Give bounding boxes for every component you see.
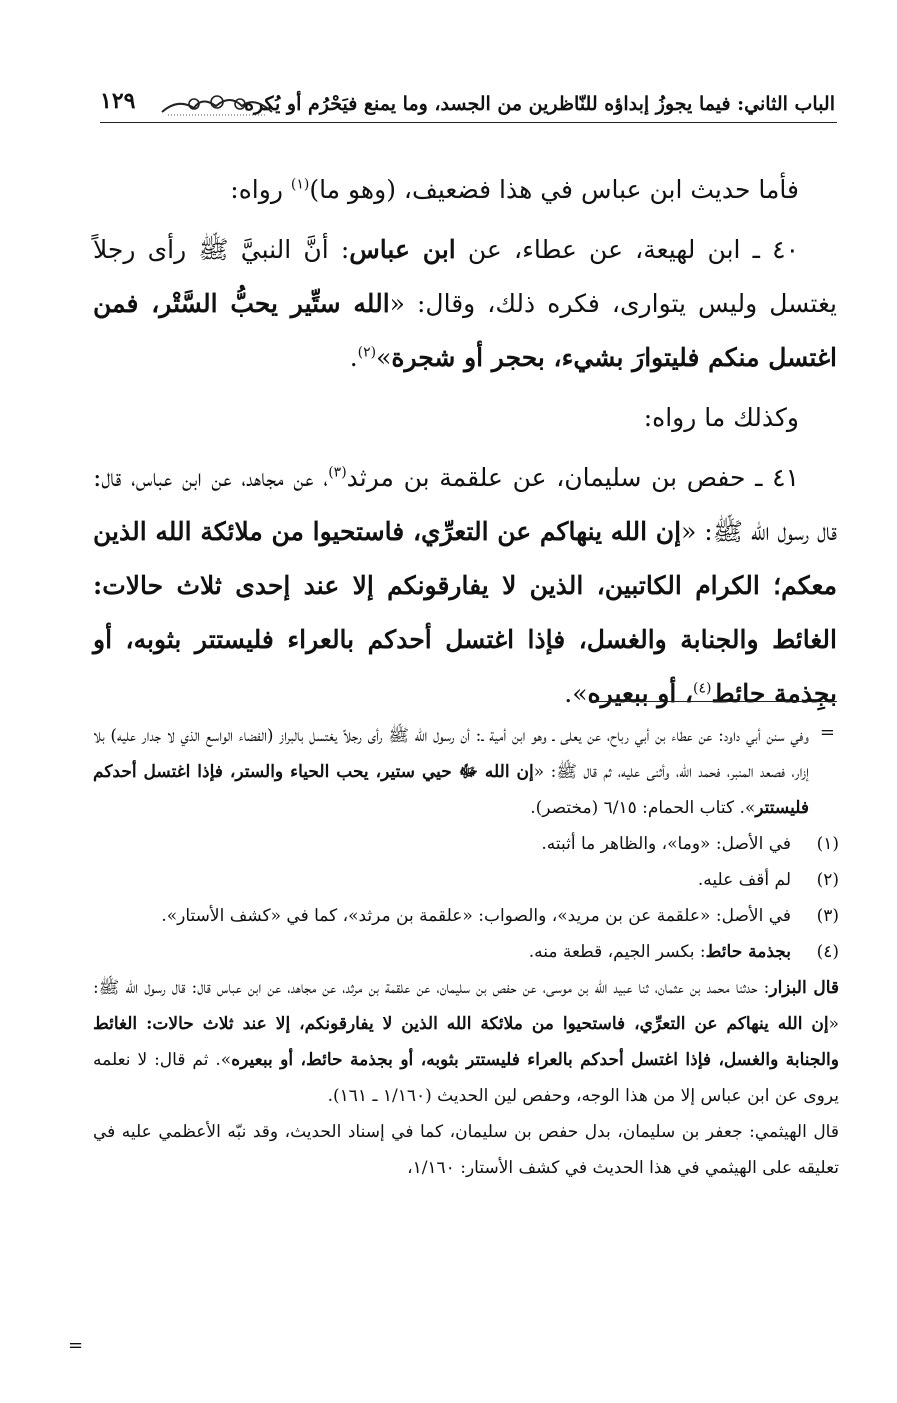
footnote-3 [93,898,839,934]
page-number: ١٢٩ [100,88,136,114]
footnote-2 [93,862,839,898]
continuation-quote: إن الله ﷻ حيي ستير، يحب الحياء والستر، فإذا اغتسل أحدكم فليستتر [93,762,809,818]
footnote-ref-4[interactable]: (٤) [693,680,712,697]
footnote-3-number: (٣) [816,906,839,926]
hadith-41-narrative: ، عن مجاهد، عن ابن عباس، قال: قال رسول الله ﷺ: « [93,463,837,546]
footnote-1 [93,826,839,862]
footnote-ref-1[interactable]: (١) [290,176,310,193]
hadith-40-quote: الله ستِّير يحبُّ السَّتْر، فمن اغتسل منكم فليتوارَ بشيء، بحجر أو شجرة [93,289,837,372]
paragraph-transition: وكذلك ما رواه: [643,403,799,432]
footnote-ref-2[interactable]: (٢) [357,344,377,361]
hadith-40-chain: ٤٠ ـ ابن لهيعة، عن عطاء، عن [455,235,799,264]
hadith-41-quote-end: ، أو ببعيره [587,679,694,708]
running-title: الباب الثاني: فيما يجوزُ إبداؤه للنّاظرين من الجسد، وما يمنع فيَحْرُم أو يُكره [244,93,835,115]
continuation-source: ». كتاب الحمام: ٦/١٥ (مختصر). [530,798,756,818]
footnote-4 [93,934,839,970]
quote-close-period: ». [564,679,588,708]
intro-tail: رواه: [230,175,291,204]
ornament-icon [158,90,276,118]
footnote-haythami: قال الهيثمي: جعفر بن سليمان، بدل حفص بن سليمان، كما في إسناد الحديث، وقد نبّه الأعظمي عليه في تعليقه على الهيثمي في هذا الحديث في كشف الأستار: ١/١٦٠، [93,1122,839,1178]
narrator-name: ابن عباس [349,235,456,264]
hadith-41 [93,451,837,721]
bazzar-lead: قال البزار [769,978,840,998]
main-text [93,163,837,727]
continuation-mark-bottom: = [68,1335,84,1356]
page-header [100,88,835,120]
paragraph-intro [93,163,837,217]
hadith-40-narrative: : أنَّ النبيَّ ﷺ رأى رجلاً يغتسل وليس يتوارى، فكره ذلك، وقال: « [93,235,837,318]
continuation-mark-top: = [819,722,835,743]
footnote-1-text: في الأصل: «وما»، والظاهر ما أثبته. [541,834,791,854]
bazzar-tail: ». ثم قال: لا نعلمه يروى عن ابن عباس إلا من هذا الوجه، وحفص لين الحديث (١/١٦٠ ـ ١٦١). [93,1050,839,1106]
footnotes-section [93,718,839,1186]
bazzar-chain: : حدثنا محمد بن عثمان، ثنا عبيد الله بن موسى، عن حفص بن سليمان، عن علقمة بن مرثد، عن مجاهد، عن ابن عباس قال: قال رسول الله ﷺ: « [93,978,839,1034]
hadith-40 [93,223,837,385]
hadith-41-chain: ٤١ ـ حفص بن سليمان، عن علقمة بن مرثد [346,463,800,492]
footnote-4-text: : بكسر الجيم، قطعة منه. [528,942,706,962]
footnote-bazzar [93,970,839,1114]
footnote-2-number: (٢) [816,870,839,890]
footnote-2-text: لم أقف عليه. [697,870,791,890]
bazzar-quote: إن الله ينهاكم عن التعرِّي، فاستحيوا من ملائكة الله الذين لا يفارقونكم، إلا عند ثلاث حالات: الغائط والجنابة والغسل، فإذا اغتسل أحدكم بالعراء فليستتر بثوبه، أو بجذمة حائط، أو ببعيره [93,1014,839,1070]
footnote-ref-3[interactable]: (٣) [328,464,347,481]
intro-text: فأما حديث ابن عباس في هذا فضعيف، (وهو ما) [309,175,799,204]
header-rule [100,122,837,123]
footnote-3-text: في الأصل: «علقمة عن بن مريد»، والصواب: «علقمة بن مرثد»، كما في «كشف الأستار». [161,906,791,926]
period: . [349,343,358,372]
continuation-text: وفي سنن أبي داود: عن عطاء بن أبي رباح، عن يعلى ـ وهو ابن أمية ـ: أن رسول الله ﷺ رأى رجلاً يغتسل بالبراز (الفضاء الواسع الذي لا جدار عليه) بلا إزار، فصعد المنبر، فحمد الله، وأثنى عليه، ثم قال ﷺ: « [93,726,809,782]
footnote-1-number: (١) [816,834,839,854]
footnote-4-body [529,934,791,970]
footnote-4-number: (٤) [816,942,839,962]
footnote-4-term: بجذمة حائط [705,942,791,962]
footnote-continuation [93,718,839,826]
footnote-separator [590,701,837,702]
quote-close: » [376,343,392,372]
hadith-41-quote: إن الله ينهاكم عن التعرِّي، فاستحيوا من ملائكة الله الذين معكم؛ الكرام الكاتبين، الذين لا يفارقونكم إلا عند إحدى ثلاث حالات: الغائط والجنابة والغسل، فإذا اغتسل أحدكم بالعراء فليستتر بثوبه، أو بجِذمة حائط [93,517,837,708]
